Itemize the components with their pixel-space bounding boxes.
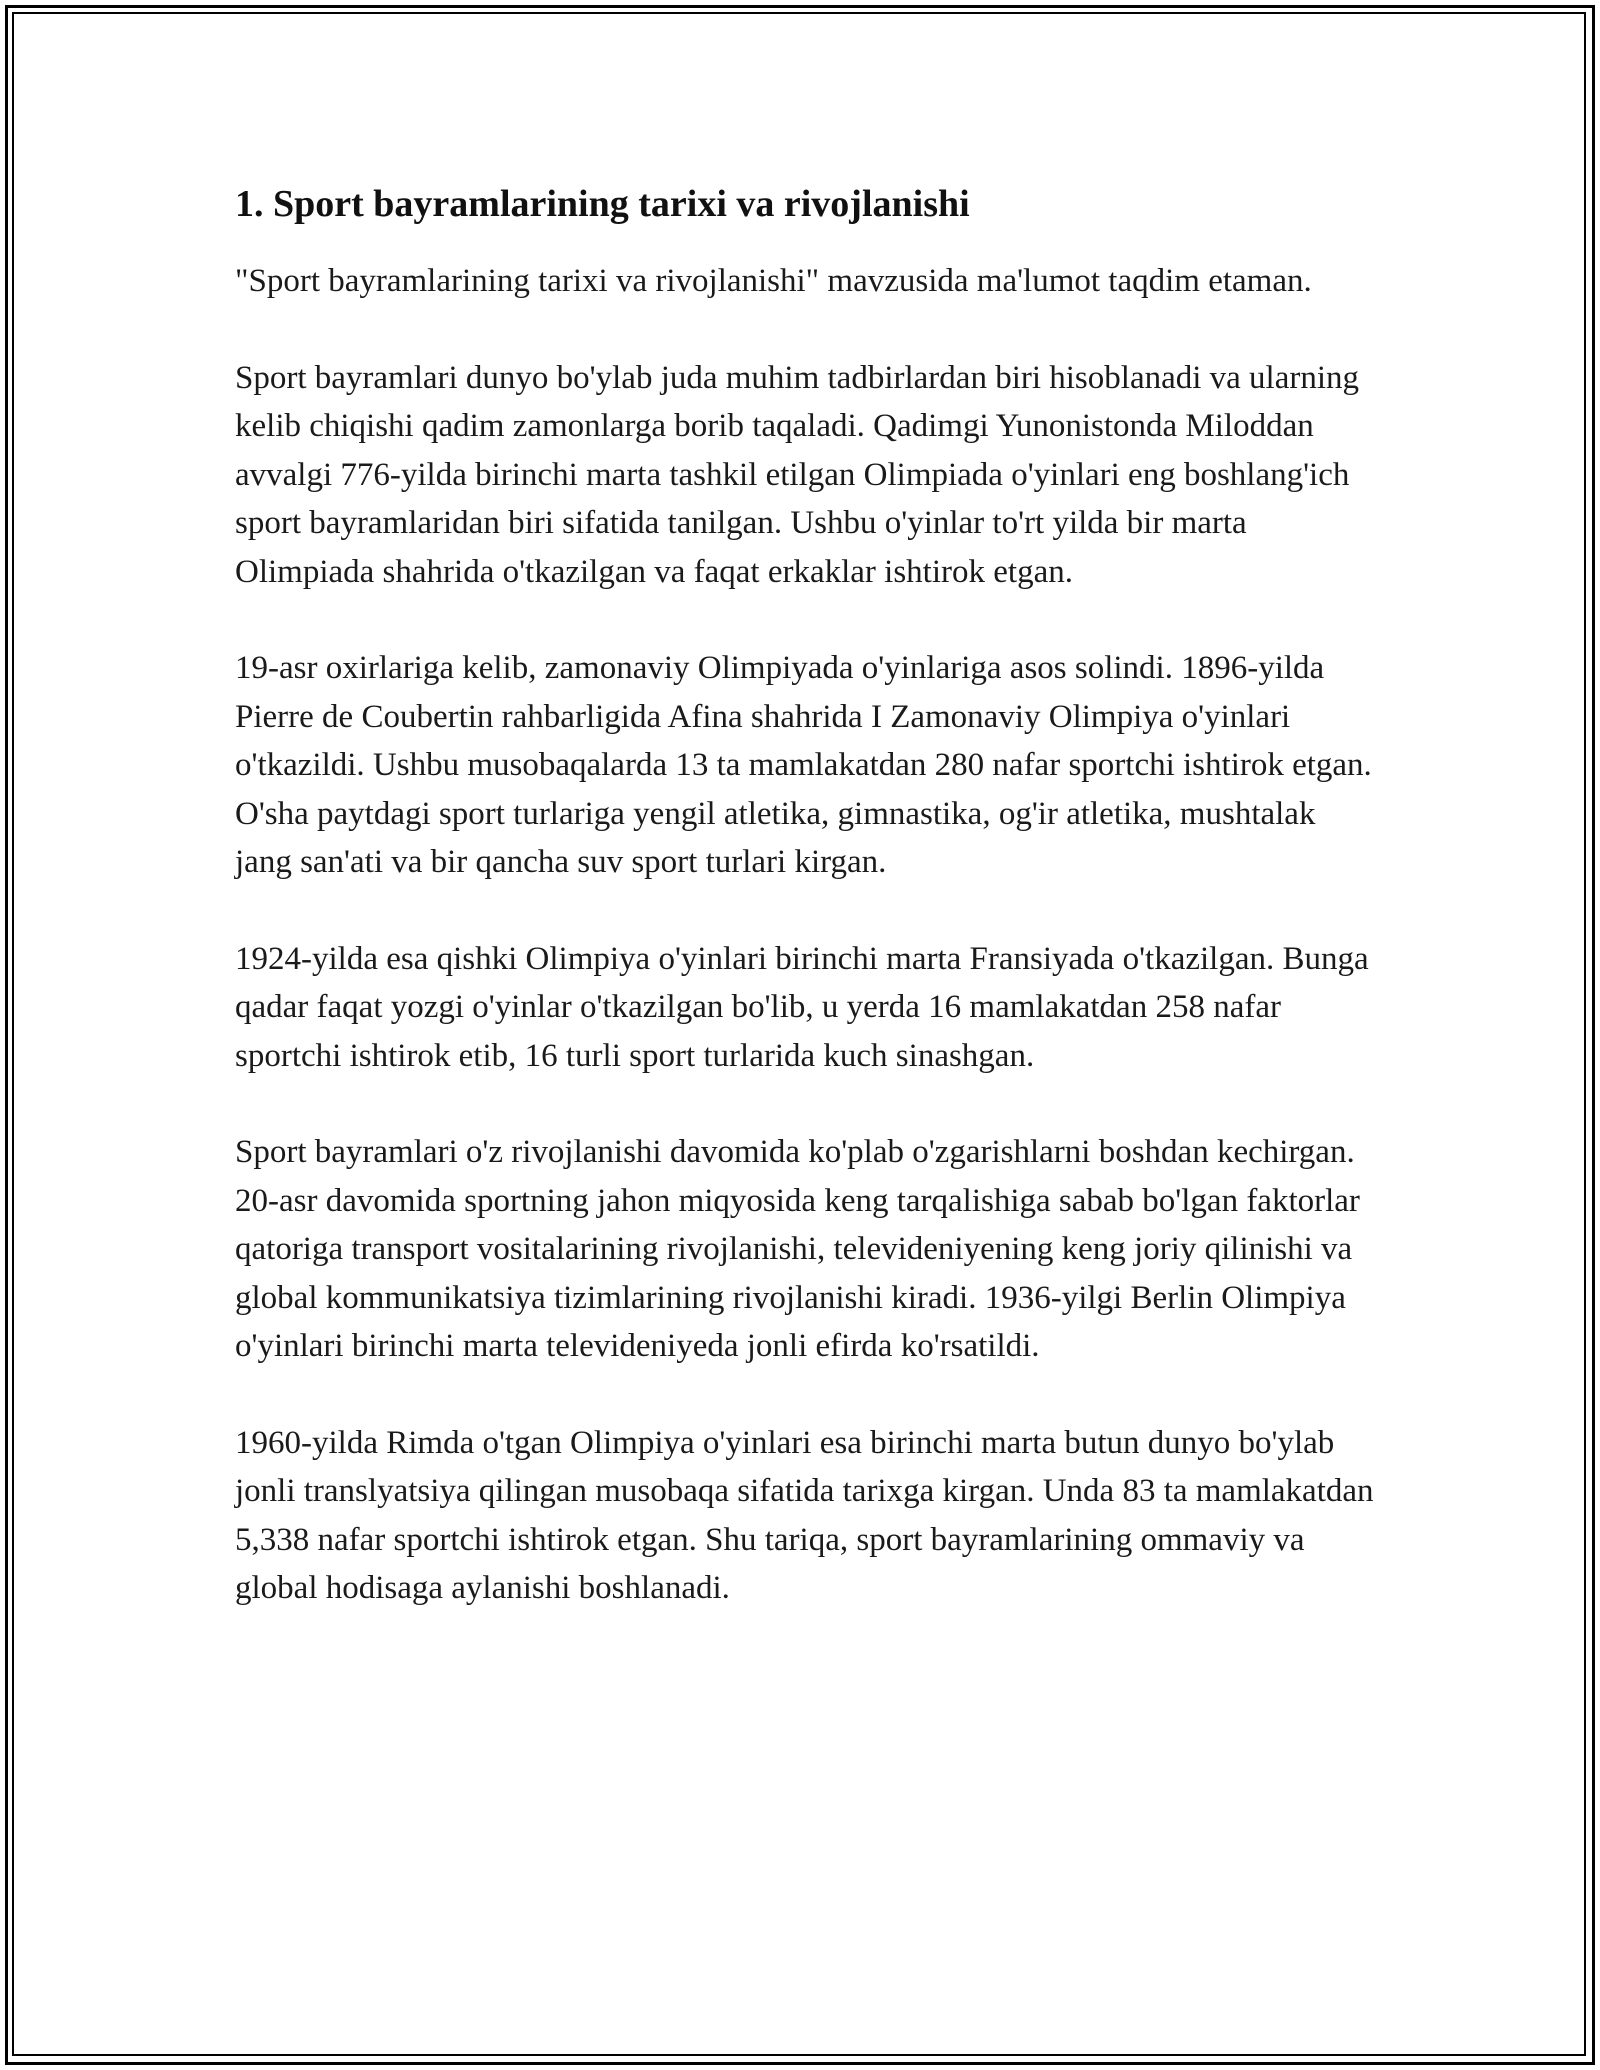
paragraph-rome-1960: 1960-yilda Rimda o'tgan Olimpiya o'yinlari esa birinchi marta butun dunyo bo'ylab jonli translyatsiya qilingan musobaqa sifatida tarixga kirgan. Unda 83 ta mamlakatdan 5,338 nafar sportchi ishtirok etgan. Shu tariqa, sport bayramlarining ommaviy va global hodisaga aylanishi boshlanadi. [235,1424,1374,1607]
paragraph-intro: "Sport bayramlarining tarixi va rivojlanishi" mavzusida ma'lumot taqdim etaman. [235,263,1312,300]
paragraph-modern-olympics: 19-asr oxirlariga kelib, zamonaviy Olimpiyada o'yinlariga asos solindi. 1896-yilda Pierre de Coubertin rahbarligida Afina shahrida I Zamonaviy Olimpiya o'yinlari o'tkazildi. Ushbu musobaqalarda 13 ta mamlakatdan 280 nafar sportchi ishtirok etgan. O'sha paytdagi sport turlariga yengil atletika, gimnastika, og'ir atletika, mushtalak jang san'ati va bir qancha suv sport turlari kirgan. [235,650,1372,881]
paragraph-winter-olympics: 1924-yilda esa qishki Olimpiya o'yinlari birinchi marta Fransiyada o'tkazilgan. Bunga qadar faqat yozgi o'yinlar o'tkazilgan bo'lib, u yerda 16 mamlakatdan 258 nafar sportchi ishtirok etib, 16 turli sport turlarida kuch sinashgan. [235,940,1369,1074]
paragraph-ancient-olympics: Sport bayramlari dunyo bo'ylab juda muhim tadbirlardan biri hisoblanadi va ularning kelib chiqishi qadim zamonlarga borib taqaladi. Qadimgi Yunonistonda Miloddan avvalgi 776-yilda birinchi marta tashkil etilgan Olimpiada o'yinlari eng boshlang'ich sport bayramlaridan biri sifatida tanilgan. Ushbu o'yinlar to'rt yilda bir marta Olimpiada shahrida o'tkazilgan va faqat erkaklar ishtirok etgan. [235,359,1360,590]
document-body [235,180,1375,1661]
paragraph-20th-century: Sport bayramlari o'z rivojlanishi davomida ko'plab o'zgarishlarni boshdan kechirgan. 20-asr davomida sportning jahon miqyosida keng tarqalishiga sabab bo'lgan faktorlar qatoriga transport vositalarining rivojlanishi, televideniyening keng joriy qilinishi va global kommunikatsiya tizimlarining rivojlanishi kiradi. 1936-yilgi Berlin Olimpiya o'yinlari birinchi marta televideniyeda jonli efirda ko'rsatildi. [235,1134,1360,1365]
section-heading: 1. Sport bayramlarining tarixi va rivojlanishi [235,183,970,225]
